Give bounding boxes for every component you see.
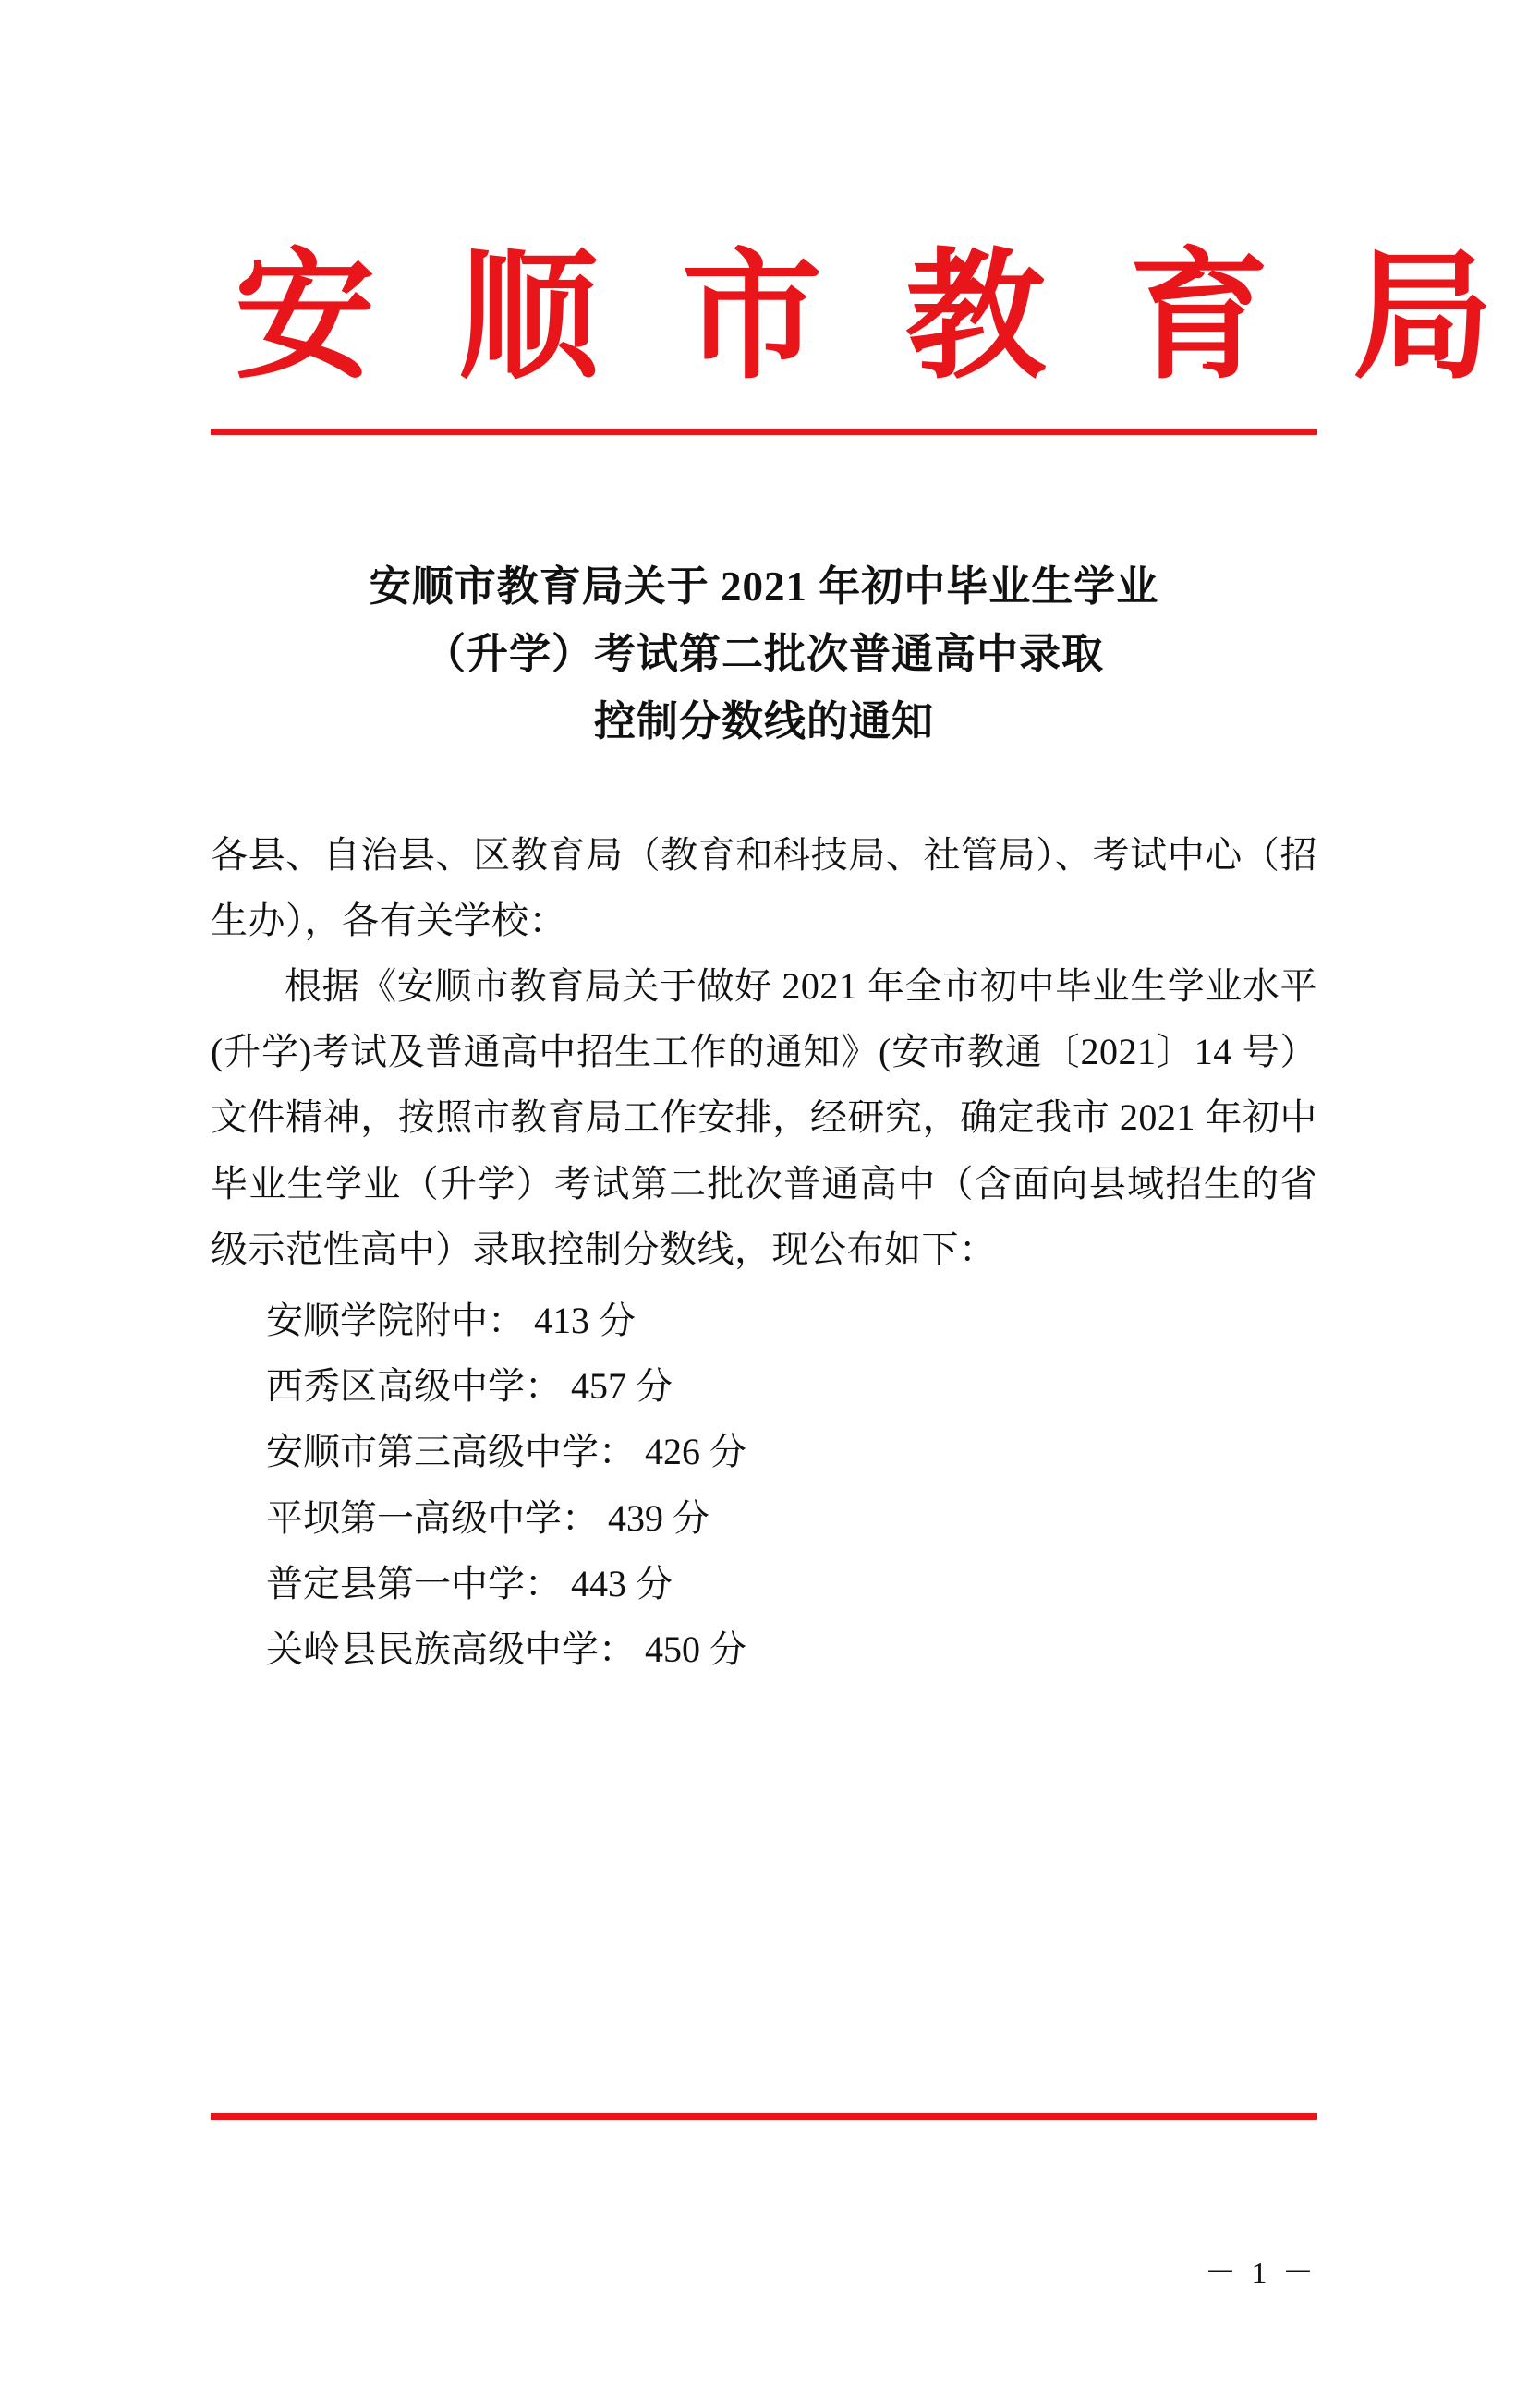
separator: ： [599, 1431, 636, 1473]
school-name: 安顺学院附中 [266, 1299, 488, 1341]
page-number: － 1 － [1205, 2257, 1317, 2291]
masthead-divider [211, 429, 1317, 435]
main-paragraph: 根据《安顺市教育局关于做好 2021 年全市初中毕业生学业水平(升学)考试及普通高中招生工作的通知》(安市教通〔2021〕14 号）文件精神，按照市教育局工作安排，经研究，确定我市 2021 年初中毕业生学业（升学）考试第二批次普通高中（含面向县域招生的省级示范性高中）录取控制分数线，现公布如下： [211, 965, 1317, 1270]
separator: ： [562, 1496, 599, 1539]
list-item [211, 1551, 1317, 1616]
school-name: 西秀区高级中学 [266, 1365, 525, 1408]
recipients-paragraph: 各县、自治县、区教育局（教育和科技局、社管局）、考试中心（招生办），各有关学校： [211, 833, 1317, 941]
list-item [211, 1288, 1317, 1353]
list-item [211, 1616, 1317, 1682]
score-value: 439 分 [608, 1496, 709, 1539]
score-value: 443 分 [571, 1562, 673, 1604]
document-body [211, 822, 1317, 1282]
document-page [0, 240, 1528, 2408]
page-title-line-2: （升学）考试第二批次普通高中录取 [423, 630, 1104, 677]
page-title-line-1: 安顺市教育局关于 2021 年初中毕业生学业 [369, 563, 1159, 610]
separator: ： [488, 1299, 525, 1341]
list-item [211, 1353, 1317, 1419]
list-item [211, 1419, 1317, 1484]
page-title-line-3: 控制分数线的通知 [593, 697, 934, 744]
separator: ： [525, 1365, 562, 1408]
school-name: 普定县第一中学 [266, 1562, 525, 1604]
list-item [211, 1485, 1317, 1551]
separator: ： [525, 1562, 562, 1604]
separator: ： [599, 1628, 636, 1670]
school-name: 安顺市第三高级中学 [266, 1431, 599, 1473]
score-value: 457 分 [571, 1365, 673, 1408]
page-title [211, 553, 1317, 756]
issuing-organization-title: 安 顺 市 教 育 局 [235, 240, 1517, 395]
school-name: 平坝第一高级中学 [266, 1496, 562, 1539]
score-line-list [211, 1288, 1317, 1682]
masthead [211, 240, 1517, 435]
score-value: 413 分 [534, 1299, 636, 1341]
footer-divider [211, 2113, 1317, 2120]
score-value: 426 分 [645, 1431, 746, 1473]
school-name: 关岭县民族高级中学 [266, 1628, 599, 1670]
score-value: 450 分 [645, 1628, 746, 1670]
